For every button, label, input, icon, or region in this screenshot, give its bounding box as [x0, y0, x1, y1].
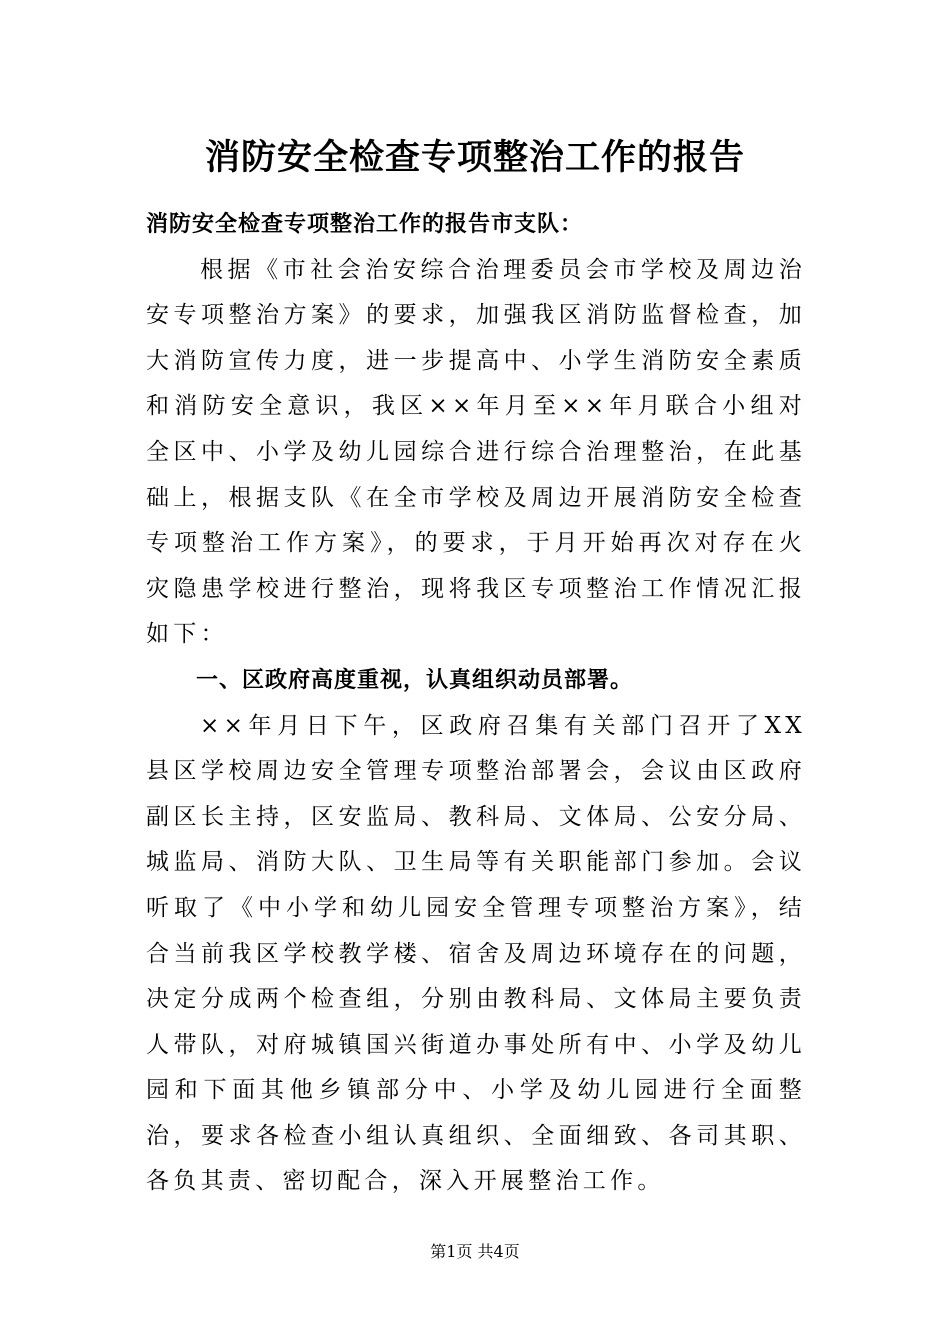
page-footer: 第1页 共4页: [430, 1242, 520, 1261]
section-heading: 一、区政府高度重视，认真组织动员部署。: [196, 667, 634, 693]
section-paragraph: ××年月日下午，区政府召集有关部门召开了XX县区学校周边安全管理专项整治部署会，会议由区政府副区长主持，区安监局、教科局、文体局、公安分局、城监局、消防大队、卫生局等有关职能部门参加。会议听取了《中小学和幼儿园安全管理专项整治方案》，结合当前我区学校教学楼、宿舍及周边环境存在的问题，决定分成两个检查组，分别由教科局、文体局主要负责人带队，对府城镇国兴街道办事处所有中、小学及幼儿园和下面其他乡镇部分中、小学及幼儿园进行全面整治，要求各检查小组认真组织、全面细致、各司其职、各负其责、密切配合，深入开展整治工作。: [146, 712, 806, 1195]
report-recipient-line: 消防安全检查专项整治工作的报告市支队：: [146, 212, 584, 237]
document-body: [146, 202, 806, 1205]
document-title: 消防安全检查专项整治工作的报告: [204, 137, 745, 178]
intro-paragraph: 根据《市社会治安综合治理委员会市学校及周边治安专项整治方案》的要求，加强我区消防监督检查，加大消防宣传力度，进一步提高中、小学生消防安全素质和消防安全意识，我区××年月至××年月联合小组对全区中、小学及幼儿园综合进行综合治理整治，在此基础上，根据支队《在全市学校及周边开展消防安全检查专项整治工作方案》，的要求，于月开始再次对存在火灾隐患学校进行整治，现将我区专项整治工作情况汇报如下：: [146, 256, 806, 648]
